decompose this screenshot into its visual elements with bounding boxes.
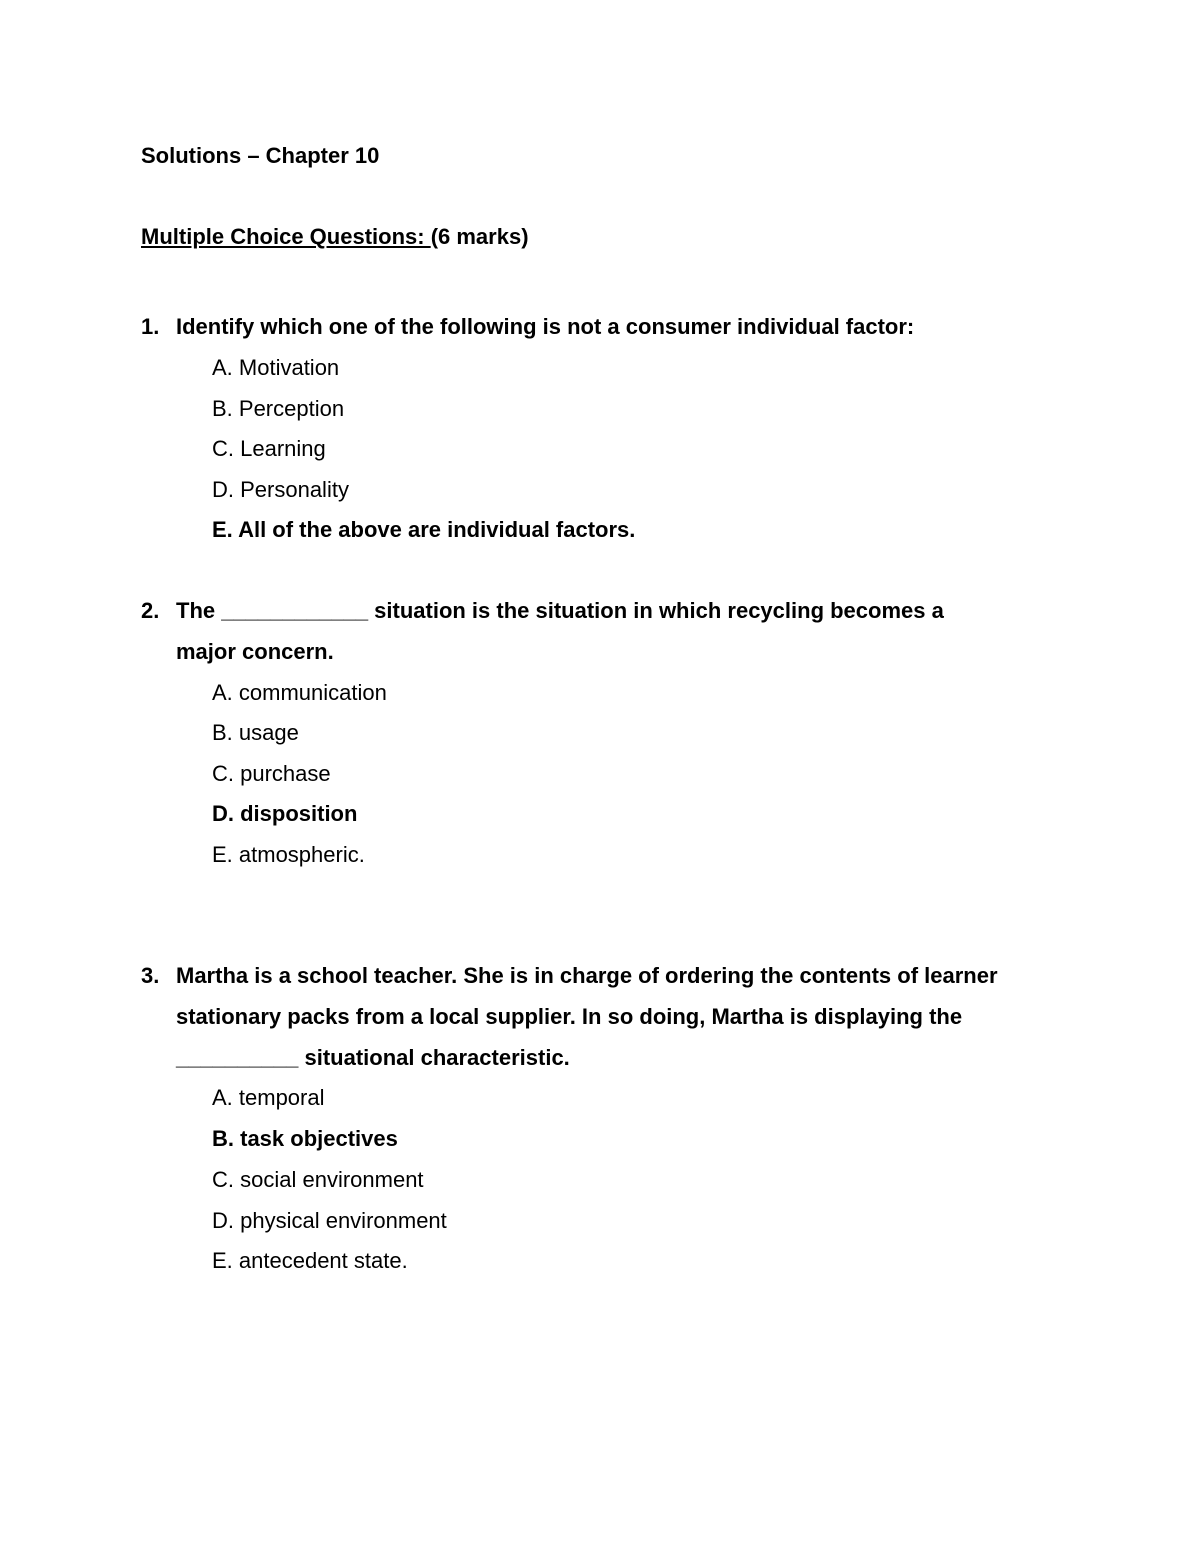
section-heading [141, 223, 529, 251]
question-text-line: __________ situational characteristic. [176, 1045, 570, 1070]
question-text-line: The ____________ situation is the situation in which recycling becomes a [176, 598, 944, 623]
question-number: 1. [141, 314, 160, 339]
option-b: B. Perception [212, 396, 345, 421]
page-title: Solutions – Chapter 10 [141, 143, 380, 168]
option-d-correct: D. disposition [212, 801, 358, 826]
option-c: C. Learning [212, 436, 326, 461]
question-number: 2. [141, 598, 160, 623]
option-e: E. antecedent state. [212, 1248, 408, 1273]
question-text-line: Martha is a school teacher. She is in charge of ordering the contents of learner [176, 963, 998, 988]
option-a: A. Motivation [212, 355, 340, 380]
option-e: E. atmospheric. [212, 842, 365, 867]
question-text-line: stationary packs from a local supplier. In so doing, Martha is displaying the [176, 1004, 963, 1029]
section-heading-label: Multiple Choice Questions: [141, 224, 431, 249]
option-c: C. social environment [212, 1167, 424, 1192]
option-b-correct: B. task objectives [212, 1126, 398, 1151]
question-text-line: major concern. [176, 639, 334, 664]
option-e-correct: E. All of the above are individual factors. [212, 517, 636, 542]
question-text-line: Identify which one of the following is not a consumer individual factor: [176, 314, 915, 339]
option-a: A. communication [212, 680, 387, 705]
option-a: A. temporal [212, 1085, 325, 1110]
option-d: D. Personality [212, 477, 349, 502]
question-number: 3. [141, 963, 160, 988]
option-c: C. purchase [212, 761, 331, 786]
option-b: B. usage [212, 720, 299, 745]
section-marks: (6 marks) [430, 224, 529, 249]
option-d: D. physical environment [212, 1208, 447, 1233]
